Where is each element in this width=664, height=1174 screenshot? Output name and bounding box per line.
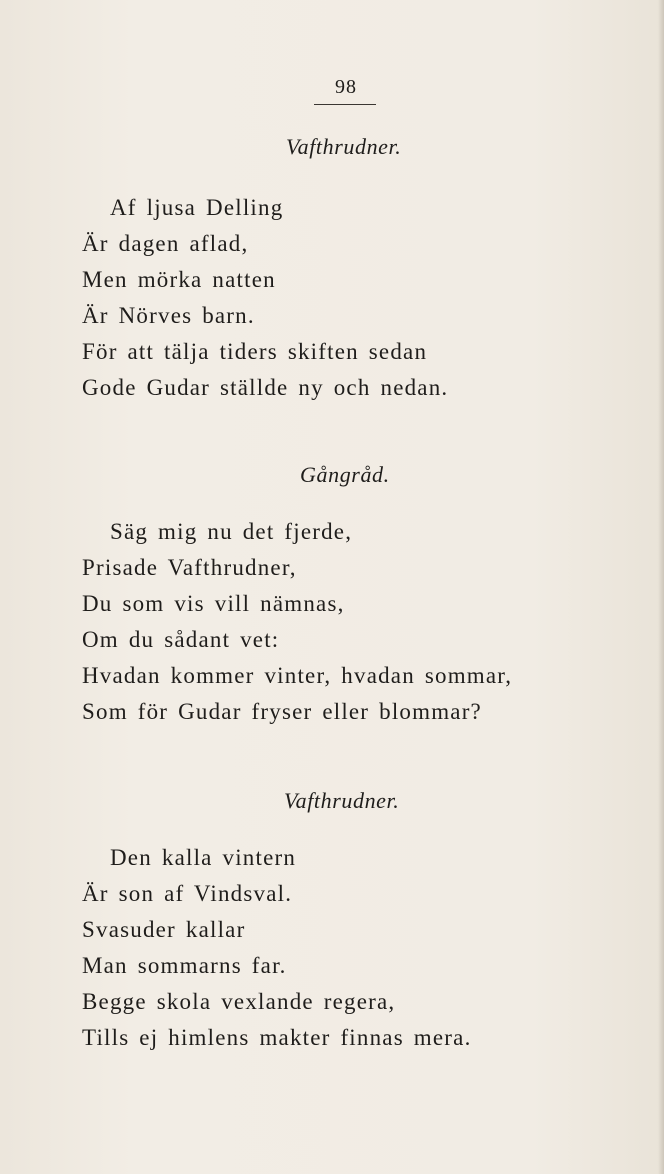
- verse-line: Den kalla vintern: [110, 845, 297, 870]
- verse-line: Är Nörves barn.: [82, 303, 255, 328]
- verse-line: För att tälja tiders skiften sedan: [82, 339, 428, 364]
- verse-line: Är son af Vindsval.: [82, 881, 293, 906]
- verse-line: Begge skola vexlande regera,: [82, 989, 396, 1014]
- verse-line: Men mörka natten: [82, 267, 276, 292]
- page-number-rule: [314, 104, 376, 105]
- verse-line: Tills ej himlens makter finnas mera.: [82, 1025, 472, 1050]
- speaker-heading-1: Vafthrudner.: [286, 134, 402, 159]
- page-edge-shadow: [658, 0, 664, 1174]
- speaker-heading-2: Gångråd.: [300, 462, 390, 487]
- stanza-3: [82, 840, 472, 1056]
- verse-line: Svasuder kallar: [82, 917, 246, 942]
- verse-line: Säg mig nu det fjerde,: [110, 519, 353, 544]
- speaker-heading-3: Vafthrudner.: [284, 788, 400, 813]
- verse-line: Hvadan kommer vinter, hvadan sommar,: [82, 663, 513, 688]
- stanza-2: [82, 514, 512, 730]
- verse-line: Man sommarns far.: [82, 953, 287, 978]
- verse-line: Gode Gudar ställde ny och nedan.: [82, 375, 449, 400]
- page-number: 98: [335, 76, 357, 98]
- verse-line: Om du sådant vet:: [82, 627, 280, 652]
- verse-line: Som för Gudar fryser eller blommar?: [82, 699, 482, 724]
- verse-line: Är dagen aflad,: [82, 231, 249, 256]
- verse-line: Du som vis vill nämnas,: [82, 591, 345, 616]
- stanza-1: [82, 190, 448, 406]
- verse-line: Af ljusa Delling: [110, 195, 284, 220]
- verse-line: Prisade Vafthrudner,: [82, 555, 297, 580]
